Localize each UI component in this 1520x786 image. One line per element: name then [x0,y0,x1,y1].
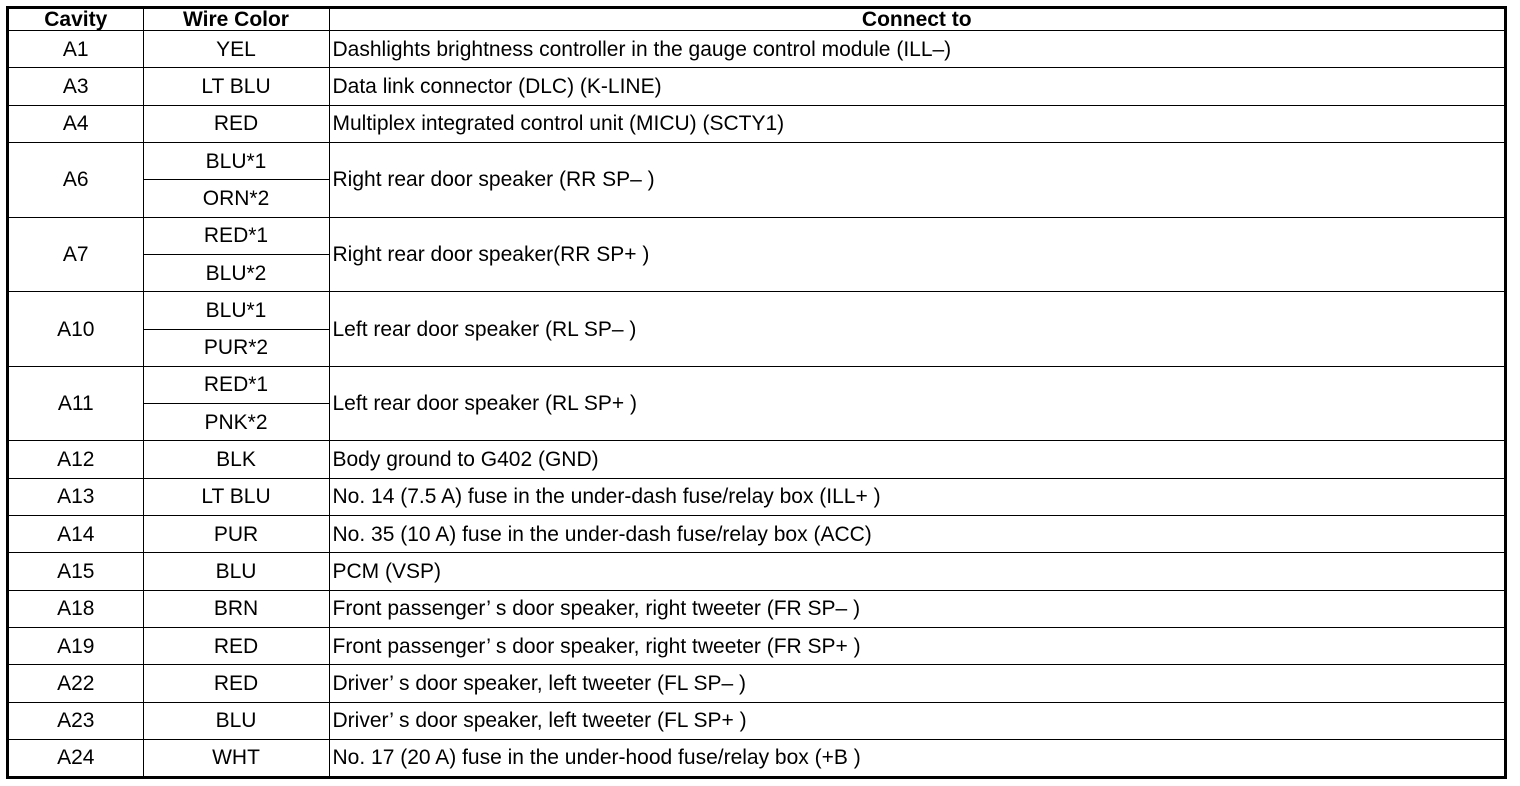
cavity-cell: A24 [9,739,143,776]
cavity-cell: A13 [9,478,143,515]
connect-to-cell: Front passenger’ s door speaker, right tweeter (FR SP+ ) [329,628,1504,665]
connect-to-cell: Right rear door speaker (RR SP– ) [329,142,1504,217]
header-connect-to: Connect to [329,9,1504,31]
wire-color-cell: ORN*2 [143,180,329,217]
wire-color-cell: RED [143,628,329,665]
wire-color-cell: LT BLU [143,68,329,105]
table-row [9,142,1504,179]
table-row [9,366,1504,403]
table-row [9,628,1504,665]
cavity-cell: A6 [9,142,143,217]
table-row [9,478,1504,515]
connect-to-cell: Driver’ s door speaker, left tweeter (FL SP+ ) [329,702,1504,739]
wire-color-cell: RED*1 [143,217,329,254]
cavity-cell: A12 [9,441,143,478]
cavity-cell: A3 [9,68,143,105]
wire-color-cell: YEL [143,31,329,68]
wire-color-cell: PUR*2 [143,329,329,366]
connect-to-cell: No. 17 (20 A) fuse in the under-hood fuse/relay box (+B ) [329,739,1504,776]
table-row [9,665,1504,702]
cavity-cell: A22 [9,665,143,702]
table-row [9,68,1504,105]
connect-to-cell: Multiplex integrated control unit (MICU) (SCTY1) [329,105,1504,142]
connector-table-frame [6,6,1507,779]
wire-color-cell: BLK [143,441,329,478]
connect-to-cell: Right rear door speaker(RR SP+ ) [329,217,1504,292]
cavity-cell: A10 [9,292,143,367]
wire-color-cell: PNK*2 [143,404,329,441]
wire-color-cell: PUR [143,516,329,553]
connect-to-cell: Driver’ s door speaker, left tweeter (FL SP– ) [329,665,1504,702]
table-row [9,292,1504,329]
cavity-cell: A23 [9,702,143,739]
cavity-cell: A14 [9,516,143,553]
cavity-cell: A11 [9,366,143,441]
table-row [9,702,1504,739]
cavity-cell: A19 [9,628,143,665]
table-row [9,441,1504,478]
cavity-cell: A15 [9,553,143,590]
table-row [9,217,1504,254]
wire-color-cell: BLU [143,553,329,590]
wire-color-cell: BLU*1 [143,292,329,329]
connect-to-cell: No. 14 (7.5 A) fuse in the under-dash fuse/relay box (ILL+ ) [329,478,1504,515]
header-wire-color: Wire Color [143,9,329,31]
table-row [9,553,1504,590]
wire-color-cell: RED*1 [143,366,329,403]
wire-color-cell: BLU*2 [143,254,329,291]
connect-to-cell: Body ground to G402 (GND) [329,441,1504,478]
wire-color-cell: WHT [143,739,329,776]
cavity-cell: A7 [9,217,143,292]
connect-to-cell: Left rear door speaker (RL SP+ ) [329,366,1504,441]
connect-to-cell: Data link connector (DLC) (K-LINE) [329,68,1504,105]
table-row [9,105,1504,142]
connect-to-cell: Dashlights brightness controller in the gauge control module (ILL–) [329,31,1504,68]
wire-color-cell: RED [143,665,329,702]
wire-color-cell: RED [143,105,329,142]
wire-color-cell: BLU*1 [143,142,329,179]
wire-color-cell: LT BLU [143,478,329,515]
table-row [9,739,1504,776]
connect-to-cell: PCM (VSP) [329,553,1504,590]
wire-color-cell: BLU [143,702,329,739]
table-row [9,516,1504,553]
table-row [9,590,1504,627]
cavity-cell: A1 [9,31,143,68]
connect-to-cell: No. 35 (10 A) fuse in the under-dash fuse/relay box (ACC) [329,516,1504,553]
connect-to-cell: Left rear door speaker (RL SP– ) [329,292,1504,367]
table-body [9,31,1504,777]
cavity-cell: A18 [9,590,143,627]
header-row [9,9,1504,31]
connector-pinout-table [9,9,1504,776]
connect-to-cell: Front passenger’ s door speaker, right tweeter (FR SP– ) [329,590,1504,627]
table-row [9,31,1504,68]
wire-color-cell: BRN [143,590,329,627]
header-cavity: Cavity [9,9,143,31]
cavity-cell: A4 [9,105,143,142]
